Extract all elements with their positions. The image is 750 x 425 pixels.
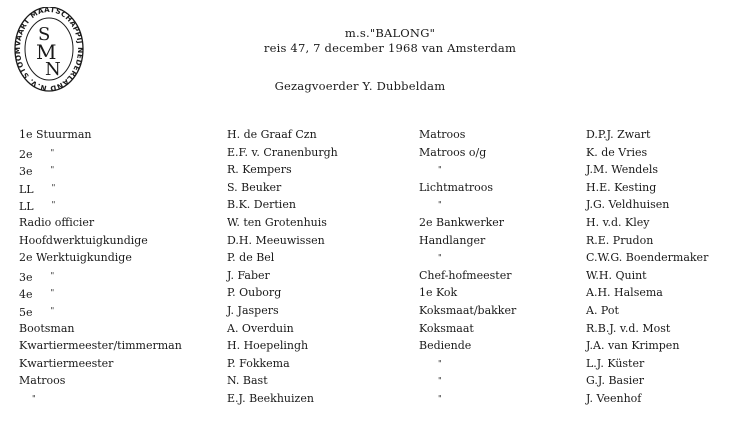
crew-rank-entry <box>419 390 516 408</box>
crew-rank-entry <box>419 284 516 302</box>
ditto-mark: " <box>50 147 55 157</box>
crew-rank-text: Radio officier <box>19 215 95 229</box>
seal-ring-text: N.V. STOO AART MAATSCHAPPIJ EDERLAND <box>14 7 84 94</box>
ditto-mark: " <box>438 393 442 403</box>
crew-rank-text: Hoofdwerktuigkundige <box>19 233 148 247</box>
crew-member-name: G.J. Basier <box>586 374 645 388</box>
crew-rank-entry <box>19 302 182 320</box>
crew-member-name: R.E. Prudon <box>586 233 654 247</box>
crew-rank-text: Bootsman <box>19 321 75 335</box>
crew-rank-entry <box>19 232 182 250</box>
crew-member-name: A. Overduin <box>227 321 294 335</box>
crew-rank-text: Kwartiermeester <box>19 356 114 370</box>
crew-rank-text: Lichtmatroos <box>419 180 494 194</box>
crew-names-right-column <box>586 126 708 408</box>
crew-rank-text: Kwartiermeester/timmerman <box>19 339 182 353</box>
crew-rank-entry <box>19 320 182 338</box>
crew-rank-entry <box>419 214 516 232</box>
voyage-line: reis 47, 7 december 1968 van Amsterdam <box>263 41 517 55</box>
ditto-mark: " <box>438 376 442 386</box>
crew-member-name: P. Ouborg <box>227 286 282 300</box>
crew-names-left-column <box>227 126 338 408</box>
crew-rank-text: Matroos <box>419 128 466 141</box>
crew-member-name: H. v.d. Kley <box>586 215 650 229</box>
crew-rank-entry <box>19 372 182 390</box>
ditto-mark: " <box>50 288 55 298</box>
crew-rank-entry <box>419 337 516 355</box>
crew-member-name: H. Hoepelingh <box>227 339 309 353</box>
crew-rank-entry <box>19 161 182 179</box>
crew-rank-entry <box>419 372 516 390</box>
ditto-mark: " <box>438 165 442 175</box>
ditto-mark: " <box>50 270 55 280</box>
crew-member-name: J. Jaspers <box>227 303 279 317</box>
crew-member-name: S. Beuker <box>227 180 282 194</box>
seal-letter-n: N <box>45 59 61 80</box>
crew-rank-entry <box>419 126 516 144</box>
crew-member-name: P. de Bel <box>227 251 275 265</box>
crew-member-name: D.H. Meeuwissen <box>227 233 325 247</box>
crew-rank-entry <box>19 267 182 285</box>
crew-member-name: R. Kempers <box>227 163 292 177</box>
ditto-mark: " <box>50 305 55 315</box>
crew-rank-text: 5e <box>19 305 33 319</box>
crew-rank-entry <box>19 196 182 214</box>
crew-member-name: R.B.J. v.d. Most <box>586 321 671 335</box>
crew-rank-text: Handlanger <box>419 233 486 247</box>
crew-rank-text: LL <box>19 200 34 214</box>
crew-member-name: E.J. Beekhuizen <box>227 391 314 405</box>
crew-member-name: C.W.G. Boendermaker <box>586 251 709 265</box>
crew-rank-entry <box>19 126 182 144</box>
crew-member-name: J.A. van Krimpen <box>586 339 680 353</box>
ditto-mark: " <box>51 200 56 210</box>
crew-rank-entry <box>419 179 516 197</box>
crew-rank-text: LL <box>19 182 34 196</box>
crew-rank-text: Bediende <box>419 339 472 353</box>
crew-member-name: J.G. Veldhuisen <box>586 198 670 212</box>
crew-member-name: W. ten Grotenhuis <box>227 215 327 229</box>
crew-member-name: J. Veenhof <box>586 391 642 405</box>
ditto-mark: " <box>438 253 442 263</box>
crew-rank-entry <box>419 144 516 162</box>
crew-rank-text: Koksmaat/bakker <box>419 303 517 317</box>
crew-rank-text: Koksmaat <box>419 321 474 335</box>
crew-member-name: A. Pot <box>586 303 619 317</box>
crew-member-name: B.K. Dertien <box>227 198 296 212</box>
seal-letter-s: S <box>38 24 51 45</box>
crew-rank-entry <box>19 249 182 267</box>
crew-member-name: W.H. Quint <box>586 268 647 282</box>
crew-member-name: J. Faber <box>227 268 270 282</box>
crew-rank-entry <box>419 249 516 267</box>
crew-rank-entry <box>19 179 182 197</box>
crew-rank-entry <box>419 232 516 250</box>
crew-rank-entry <box>19 144 182 162</box>
crew-rank-entry <box>419 267 516 285</box>
crew-member-name: H.E. Kesting <box>586 180 657 194</box>
crew-rank-text: 3e <box>19 270 33 284</box>
crew-rank-text: 1e Stuurman <box>19 128 92 141</box>
crew-member-name: J.M. Wendels <box>586 163 659 177</box>
crew-member-name: E.F. v. Cranenburgh <box>227 145 338 159</box>
crew-ranks-left-column <box>19 126 182 408</box>
crew-member-name: D.P.J. Zwart <box>586 128 651 141</box>
crew-rank-text: Chef-hofmeester <box>419 268 512 282</box>
ditto-mark: " <box>438 200 442 210</box>
crew-list <box>0 126 750 416</box>
crew-ranks-right-column <box>419 126 516 408</box>
crew-rank-entry <box>419 161 516 179</box>
crew-member-name: P. Fokkema <box>227 356 290 370</box>
crew-member-name: N. Bast <box>227 374 268 388</box>
crew-rank-text: 1e Kok <box>419 286 458 300</box>
crew-member-name: L.J. Küster <box>586 356 645 370</box>
crew-rank-entry <box>19 337 182 355</box>
crew-rank-text: 2e Bankwerker <box>419 215 505 229</box>
crew-rank-entry <box>19 214 182 232</box>
crew-rank-text: 2e Werktuigkundige <box>19 251 132 265</box>
crew-member-name: A.H. Halsema <box>586 286 663 300</box>
captain-line: Gezagvoerder Y. Dubbeldam <box>274 79 446 93</box>
document-header <box>0 0 750 110</box>
crew-rank-entry <box>419 320 516 338</box>
ditto-mark: " <box>51 182 56 192</box>
crew-rank-text: 3e <box>19 165 33 179</box>
crew-rank-entry <box>19 355 182 373</box>
crew-rank-text: Matroos <box>19 374 66 388</box>
seal-letter-m: M <box>36 40 57 64</box>
crew-rank-entry <box>19 284 182 302</box>
crew-rank-text: 4e <box>19 288 33 302</box>
crew-member-name: H. de Graaf Czn <box>227 128 317 141</box>
crew-rank-entry <box>419 302 516 320</box>
ship-name: m.s."BALONG" <box>344 26 436 40</box>
crew-rank-entry <box>419 196 516 214</box>
ditto-mark: " <box>438 358 442 368</box>
crew-rank-text: 2e <box>19 147 33 161</box>
crew-rank-entry <box>419 355 516 373</box>
ditto-mark: " <box>32 393 36 403</box>
crew-rank-entry <box>19 390 182 408</box>
ditto-mark: " <box>50 165 55 175</box>
crew-rank-text: Matroos o/g <box>419 145 487 159</box>
crew-member-name: K. de Vries <box>586 145 648 159</box>
